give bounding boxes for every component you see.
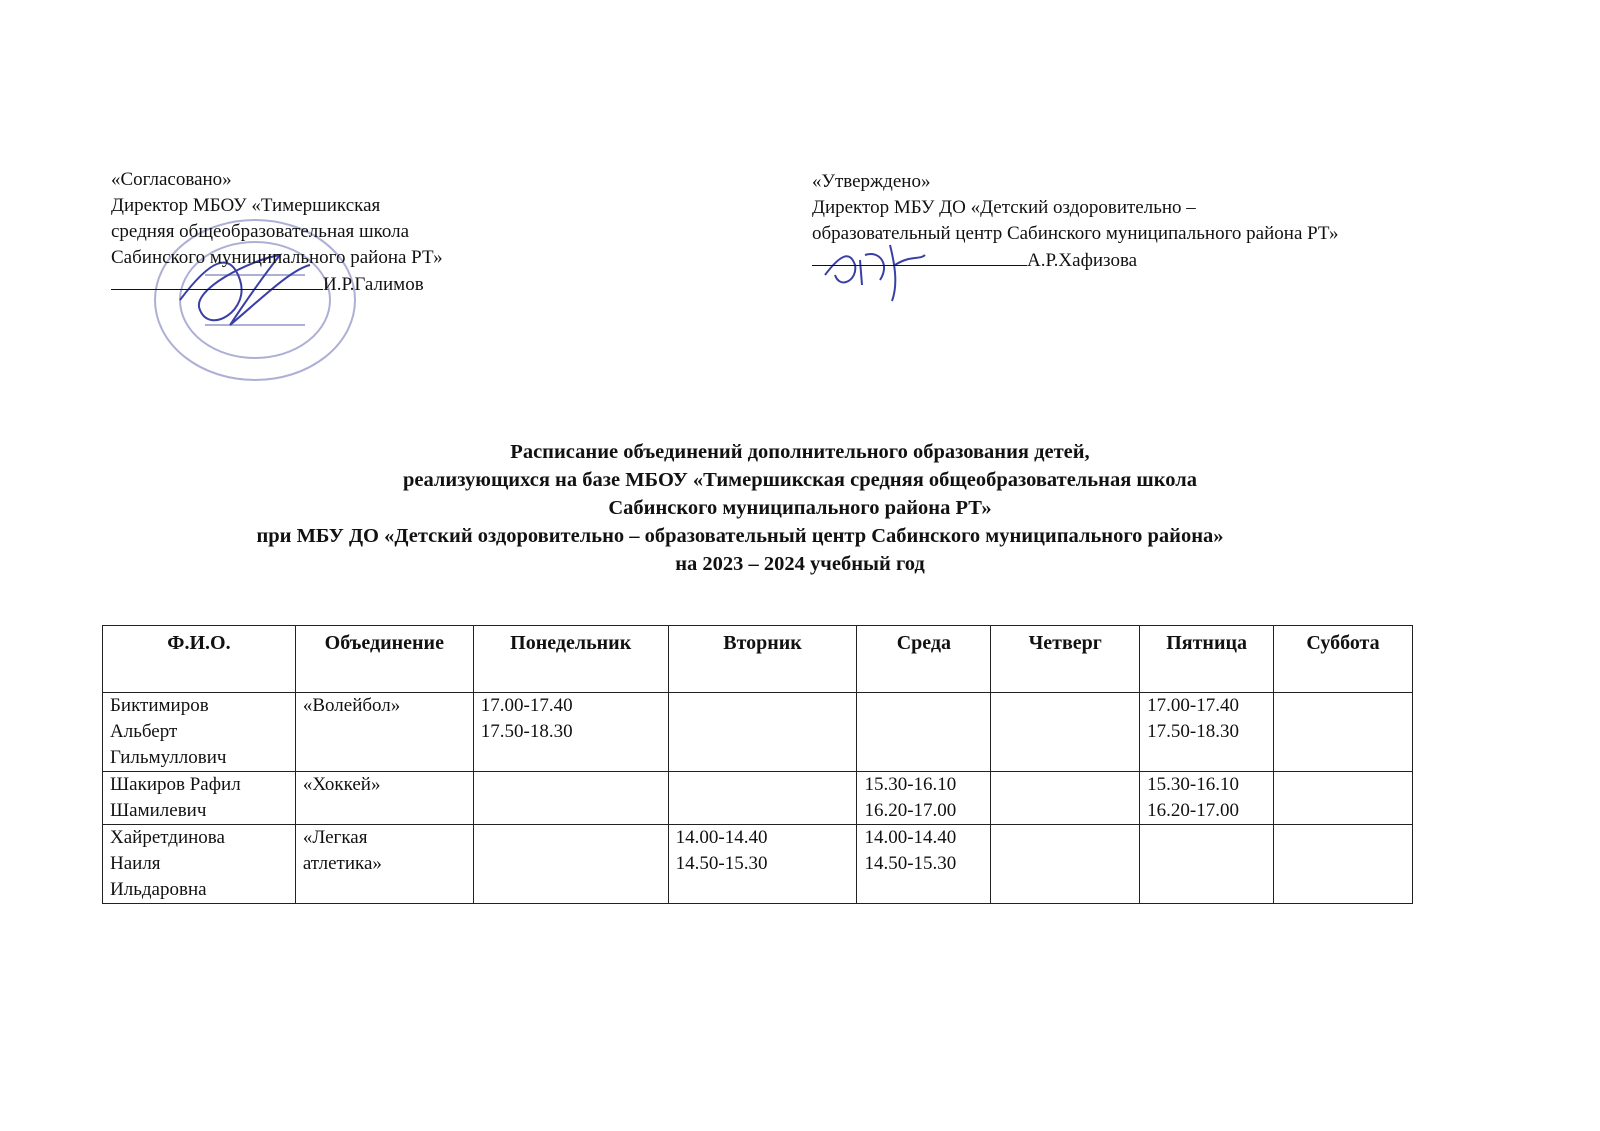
time-slot: 14.00-14.40: [675, 827, 768, 848]
agreed-position-line2: средняя общеобразовательная школа: [111, 221, 410, 242]
thursday-cell: [991, 825, 1140, 904]
name-line: Биктимиров: [110, 695, 209, 716]
column-header: Вторник: [668, 626, 857, 693]
group-line: «Волейбол»: [302, 695, 401, 716]
saturday-cell: [1274, 825, 1413, 904]
time-slot: 17.50-18.30: [480, 721, 573, 742]
friday-cell: [1140, 772, 1274, 825]
schedule-table: [102, 625, 1413, 904]
approved-position-line2: образовательный центр Сабинского муниципального района РТ»: [812, 223, 1339, 244]
friday-cell: [1140, 693, 1274, 772]
monday-cell: [473, 693, 668, 772]
approved-signature-line: [812, 247, 1339, 274]
signature-underline: [812, 247, 1027, 266]
monday-cell: [473, 772, 668, 825]
name-line: Альберт: [110, 721, 178, 742]
title-line: при МБУ ДО «Детский оздоровительно – образовательный центр Сабинского муниципального района»: [256, 525, 1224, 547]
group-line: «Хоккей»: [302, 774, 381, 795]
group-cell: [295, 825, 473, 904]
time-slot: 17.00-17.40: [480, 695, 573, 716]
column-header: Суббота: [1274, 626, 1413, 693]
signature-underline: [111, 271, 323, 290]
name-line: Хайретдинова: [110, 827, 225, 848]
wednesday-cell: [857, 825, 991, 904]
column-header: Понедельник: [473, 626, 668, 693]
agreed-signer-name: И.Р.Галимов: [323, 274, 424, 295]
time-slot: 14.50-15.30: [864, 853, 957, 874]
name-cell: [103, 772, 296, 825]
table-row: [103, 693, 1413, 772]
tuesday-cell: [668, 825, 857, 904]
agreed-block: [111, 167, 443, 298]
time-slot: 15.30-16.10: [864, 774, 957, 795]
title-line: Расписание объединений дополнительного образования детей,: [510, 441, 1090, 463]
group-cell: [295, 772, 473, 825]
agreed-heading: «Согласовано»: [111, 169, 232, 190]
friday-cell: [1140, 825, 1274, 904]
column-header: Пятница: [1140, 626, 1274, 693]
title-line: реализующихся на базе МБОУ «Тимершикская средняя общеобразовательная школа: [403, 469, 1197, 491]
group-line: атлетика»: [302, 853, 382, 874]
time-slot: 17.50-18.30: [1147, 721, 1239, 742]
saturday-cell: [1274, 772, 1413, 825]
time-slot: 16.20-17.00: [1147, 800, 1239, 821]
column-header: Объединение: [295, 626, 473, 693]
saturday-cell: [1274, 693, 1413, 772]
time-slot: 16.20-17.00: [864, 800, 957, 821]
name-line: Шамилевич: [110, 800, 207, 821]
agreed-position-line3: Сабинского муниципального района РТ»: [111, 247, 443, 268]
name-cell: [103, 693, 296, 772]
agreed-signature-line: [111, 271, 443, 298]
title-line: на 2023 – 2024 учебный год: [675, 553, 925, 575]
monday-cell: [473, 825, 668, 904]
approved-block: [812, 169, 1339, 274]
name-line: Гильмуллович: [110, 747, 227, 768]
document-title: [0, 438, 1600, 578]
tuesday-cell: [668, 772, 857, 825]
thursday-cell: [991, 772, 1140, 825]
agreed-position-line1: Директор МБОУ «Тимершикская: [111, 195, 381, 216]
column-header: Среда: [857, 626, 991, 693]
approved-position-line1: Директор МБУ ДО «Детский оздоровительно –: [812, 197, 1196, 218]
approved-heading: «Утверждено»: [812, 171, 931, 192]
name-line: Ильдаровна: [110, 879, 207, 900]
time-slot: 14.00-14.40: [864, 827, 957, 848]
column-header: Ф.И.О.: [103, 626, 296, 693]
table-row: [103, 825, 1413, 904]
wednesday-cell: [857, 772, 991, 825]
title-line: Сабинского муниципального района РТ»: [608, 497, 992, 519]
time-slot: 14.50-15.30: [675, 853, 768, 874]
approved-signer-name: А.Р.Хафизова: [1027, 250, 1138, 271]
table-row: [103, 772, 1413, 825]
name-line: Наиля: [110, 853, 161, 874]
group-cell: [295, 693, 473, 772]
time-slot: 17.00-17.40: [1147, 695, 1239, 716]
thursday-cell: [991, 693, 1140, 772]
name-line: Шакиров Рафил: [110, 774, 241, 795]
time-slot: 15.30-16.10: [1147, 774, 1239, 795]
tuesday-cell: [668, 693, 857, 772]
group-line: «Легкая: [302, 827, 368, 848]
wednesday-cell: [857, 693, 991, 772]
name-cell: [103, 825, 296, 904]
table-header-row: [103, 626, 1413, 693]
column-header: Четверг: [991, 626, 1140, 693]
